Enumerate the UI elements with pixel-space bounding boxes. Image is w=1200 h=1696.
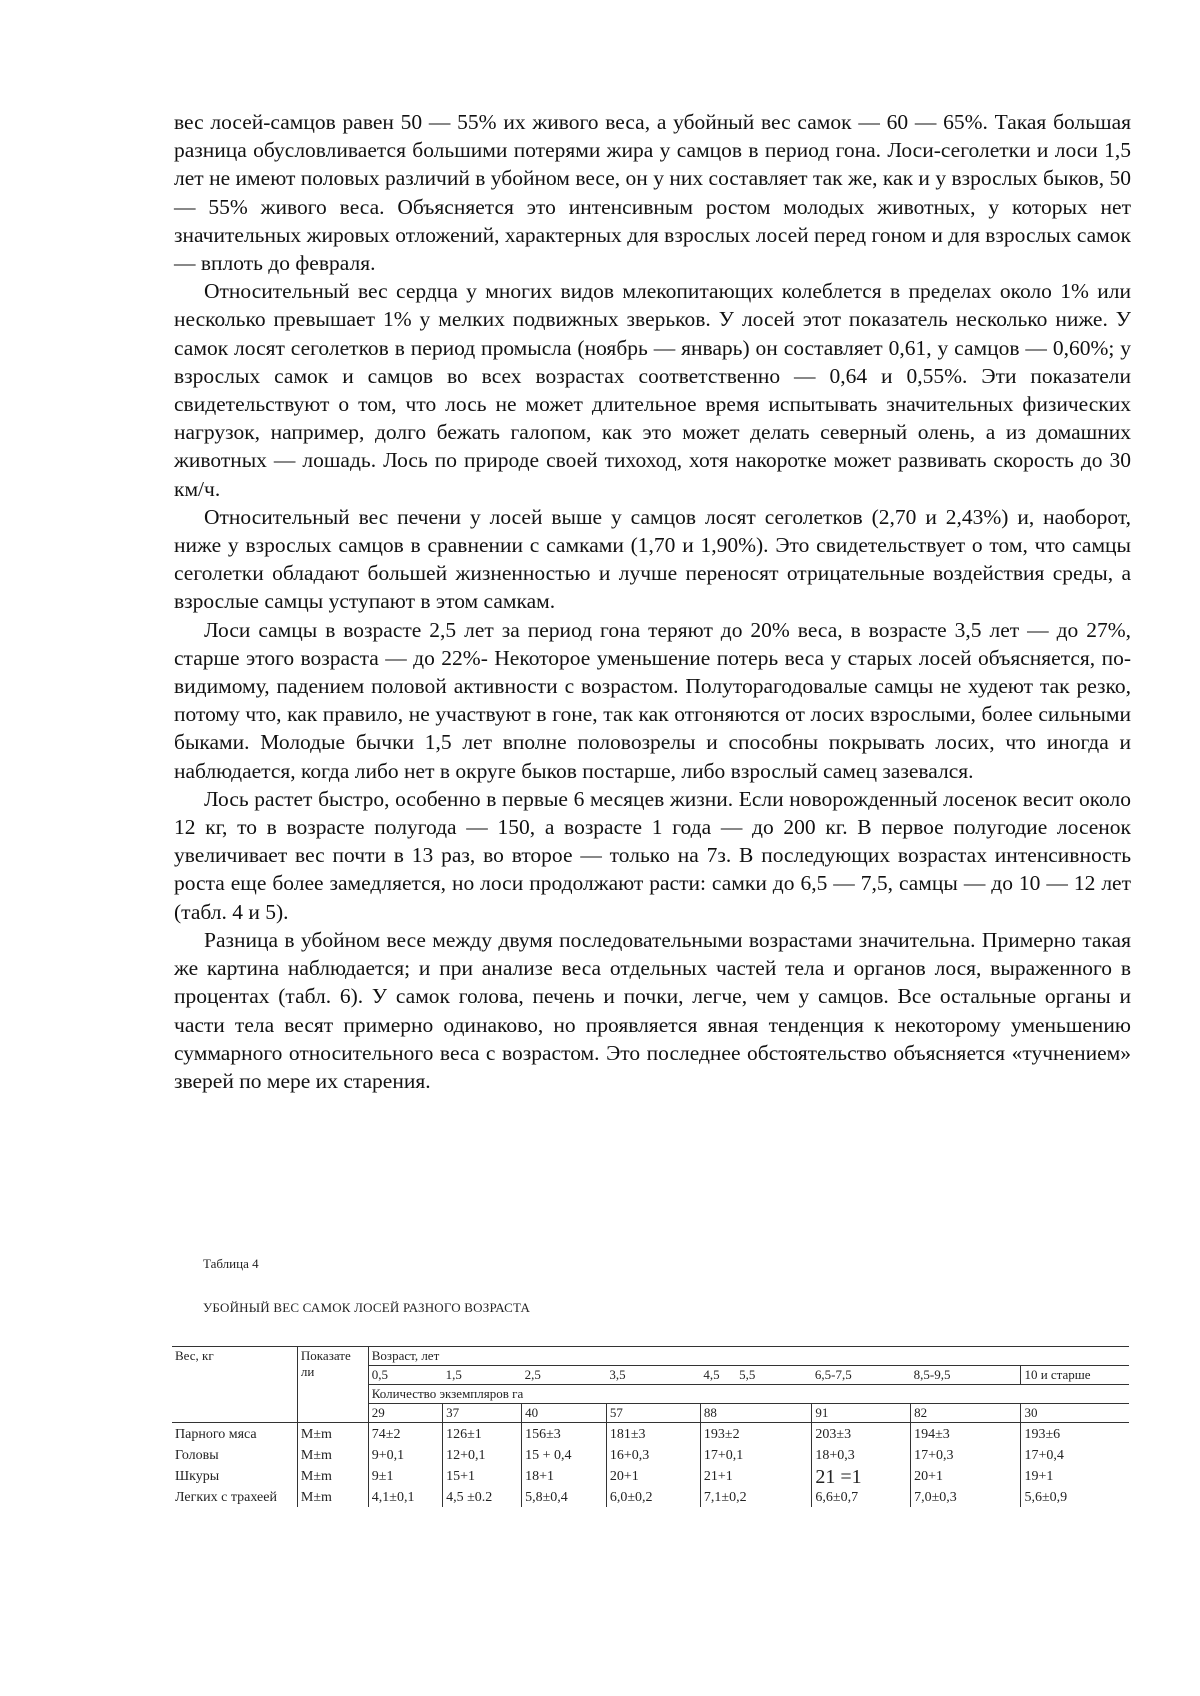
age-cell: 0,5 (368, 1366, 442, 1385)
age-cell: 6,5-7,5 (812, 1366, 911, 1385)
value-cell: 15 + 0,4 (522, 1444, 607, 1465)
count-cell: 30 (1021, 1404, 1129, 1423)
value-cell: 21 =1 (812, 1465, 911, 1486)
value-cell: 4,5 ±0.2 (443, 1486, 522, 1507)
value-cell: 193±6 (1021, 1423, 1129, 1445)
value-cell: 18+0,3 (812, 1444, 911, 1465)
header-weight: Вес, кг (172, 1347, 297, 1423)
value-cell: 17+0,1 (700, 1444, 811, 1465)
count-cell: 88 (700, 1404, 811, 1423)
body-text (174, 108, 1131, 1095)
paragraph: Лоси самцы в возрасте 2,5 лет за период гона теряют до 20% веса, в возрасте 3,5 лет — до 27%, старше этого возраста — до 22%- Некоторое уменьшение потерь веса у старых лосей объясняется, по-видимому, падением половой активности с возрастом. Полуторагодовалые самцы не худеют так резко, потому что, как правило, не участвуют в гоне, так как отгоняются от лосих взрослыми, более сильными быками. Молодые бычки 1,5 лет вполне половозрелы и способны покрывать лосих, что иногда и наблюдается, когда либо нет в округе быков постарше, либо взрослый самец зазевался. (174, 617, 1131, 783)
value-cell: 74±2 (368, 1423, 442, 1445)
slaughter-weight-table (172, 1346, 1129, 1507)
row-label: Шкуры (175, 1469, 220, 1484)
table-row (172, 1423, 1129, 1445)
paragraph: Относительный вес печени у лосей выше у самцов лосят сеголетков (2,70 и 2,43%) и, наоборот, ниже у взрослых самцов в сравнении с самками (1,70 и 1,90%). Это свидетельствует о том, что самцы сеголетки обладают большей жизненностью и лучше переносят отрицательные воздействия среды, а взрослые самцы уступают в этом самкам. (174, 504, 1131, 614)
row-label: Легких с трахеей (175, 1490, 277, 1505)
count-cell: 29 (368, 1404, 442, 1423)
value-cell: 194±3 (911, 1423, 1021, 1445)
table-label: Таблица 4 (203, 1256, 259, 1271)
value-cell: 17+0,4 (1021, 1444, 1129, 1465)
value-cell: 5,6±0,9 (1021, 1486, 1129, 1507)
paragraph: Относительный вес сердца у многих видов млекопитающих колеблется в пределах около 1% или несколько превышает 1% у мелких подвижных зверьков. У лосей этот показатель несколько ниже. У самок лосят сеголетков в период промысла (ноябрь — январь) он составляет 0,61, у самцов — 0,60%; у взрослых самок и самцов во всех возрастах соответственно — 0,64 и 0,55%. Эти показатели свидетельствуют о том, что лось не может длительное время испытывать значительных физических нагрузок, например, долго бежать галопом, как это может делать северный олень, а из домашних животных — лошадь. Лось по природе своей тихоход, хотя накоротке может развивать скорость до 30 км/ч. (174, 279, 1131, 501)
age-cell: 1,5 (443, 1366, 522, 1385)
value-cell: 156±3 (522, 1423, 607, 1445)
value-cell: 193±2 (700, 1423, 811, 1445)
value-cell: 6,0±0,2 (606, 1486, 700, 1507)
value-cell: 203±3 (812, 1423, 911, 1445)
header-indicator: Показате ли (297, 1347, 368, 1423)
header-age: Возраст, лет (368, 1347, 1129, 1366)
value-cell: 15+1 (443, 1465, 522, 1486)
table-row (172, 1486, 1129, 1507)
stat-cell: M±m (297, 1486, 368, 1507)
row-label: Головы (175, 1448, 219, 1463)
stat-cell: M±m (297, 1423, 368, 1445)
age-cell: 8,5-9,5 (911, 1366, 1021, 1385)
count-cell: 37 (443, 1404, 522, 1423)
table-title: УБОЙНЫЙ ВЕС САМОК ЛОСЕЙ РАЗНОГО ВОЗРАСТА (203, 1300, 531, 1315)
row-label: Парного мяса (175, 1427, 257, 1442)
age-cell: 2,5 (522, 1366, 607, 1385)
value-cell: 6,6±0,7 (812, 1486, 911, 1507)
stat-cell: M±m (297, 1465, 368, 1486)
age-cell: 4,5 5,5 (700, 1366, 811, 1385)
table-row (172, 1465, 1129, 1486)
value-cell: 181±3 (606, 1423, 700, 1445)
paragraph: Лось растет быстро, особенно в первые 6 месяцев жизни. Если новорожденный лосенок весит около 12 кг, то в возрасте полугода — 150, а возрасте 1 года — до 200 кг. В первое полугодие лосенок увеличивает вес почти в 13 раз, во второе — только на 7з. В последующих возрастах интенсивность роста еще более замедляется, но лоси продолжают расти: самки до 6,5 — 7,5, самцы — до 10 — 12 лет (табл. 4 и 5). (174, 786, 1131, 924)
value-cell: 21+1 (700, 1465, 811, 1486)
header-count: Количество экземпляров га (368, 1385, 1129, 1404)
value-cell: 5,8±0,4 (522, 1486, 607, 1507)
count-cell: 57 (606, 1404, 700, 1423)
paragraph: вес лосей-самцов равен 50 — 55% их живого веса, а убойный вес самок — 60 — 65%. Такая большая разница обусловливается большими потерями жира у самцов в период гона. Лоси-сеголетки и лоси 1,5 лет не имеют половых различий в убойном весе, он у них составляет так же, как и у взрослых быков, 50 — 55% живого веса. Объясняется это интенсивным ростом молодых животных, у которых нет значительных жировых отложений, характерных для взрослых лосей перед гоном и для взрослых самок — вплоть до февраля. (174, 110, 1131, 276)
value-cell: 7,1±0,2 (700, 1486, 811, 1507)
value-cell: 9+0,1 (368, 1444, 442, 1465)
value-cell: 9±1 (368, 1465, 442, 1486)
value-cell: 20+1 (911, 1465, 1021, 1486)
value-cell: 20+1 (606, 1465, 700, 1486)
value-cell: 126±1 (443, 1423, 522, 1445)
count-cell: 40 (522, 1404, 607, 1423)
value-cell: 12+0,1 (443, 1444, 522, 1465)
value-cell: 16+0,3 (606, 1444, 700, 1465)
age-cell: 3,5 (606, 1366, 700, 1385)
stat-cell: M±m (297, 1444, 368, 1465)
value-cell: 17+0,3 (911, 1444, 1021, 1465)
value-cell: 4,1±0,1 (368, 1486, 442, 1507)
count-cell: 82 (911, 1404, 1021, 1423)
paragraph: Разница в убойном весе между двумя последовательными возрастами значительна. Примерно такая же картина наблюдается; и при анализе веса отдельных частей тела и органов лося, выраженного в процентах (табл. 6). У самок голова, печень и почки, легче, чем у самцов. Все остальные органы и части тела весят примерно одинаково, но проявляется явная тенденция к некоторому уменьшению суммарного относительного веса с возрастом. Это последнее обстоятельство объясняется «тучнением» зверей по мере их старения. (174, 927, 1131, 1093)
value-cell: 7,0±0,3 (911, 1486, 1021, 1507)
table-row (172, 1444, 1129, 1465)
value-cell: 19+1 (1021, 1465, 1129, 1486)
count-cell: 91 (812, 1404, 911, 1423)
age-cell: 10 и старше (1021, 1366, 1129, 1385)
value-cell: 18+1 (522, 1465, 607, 1486)
